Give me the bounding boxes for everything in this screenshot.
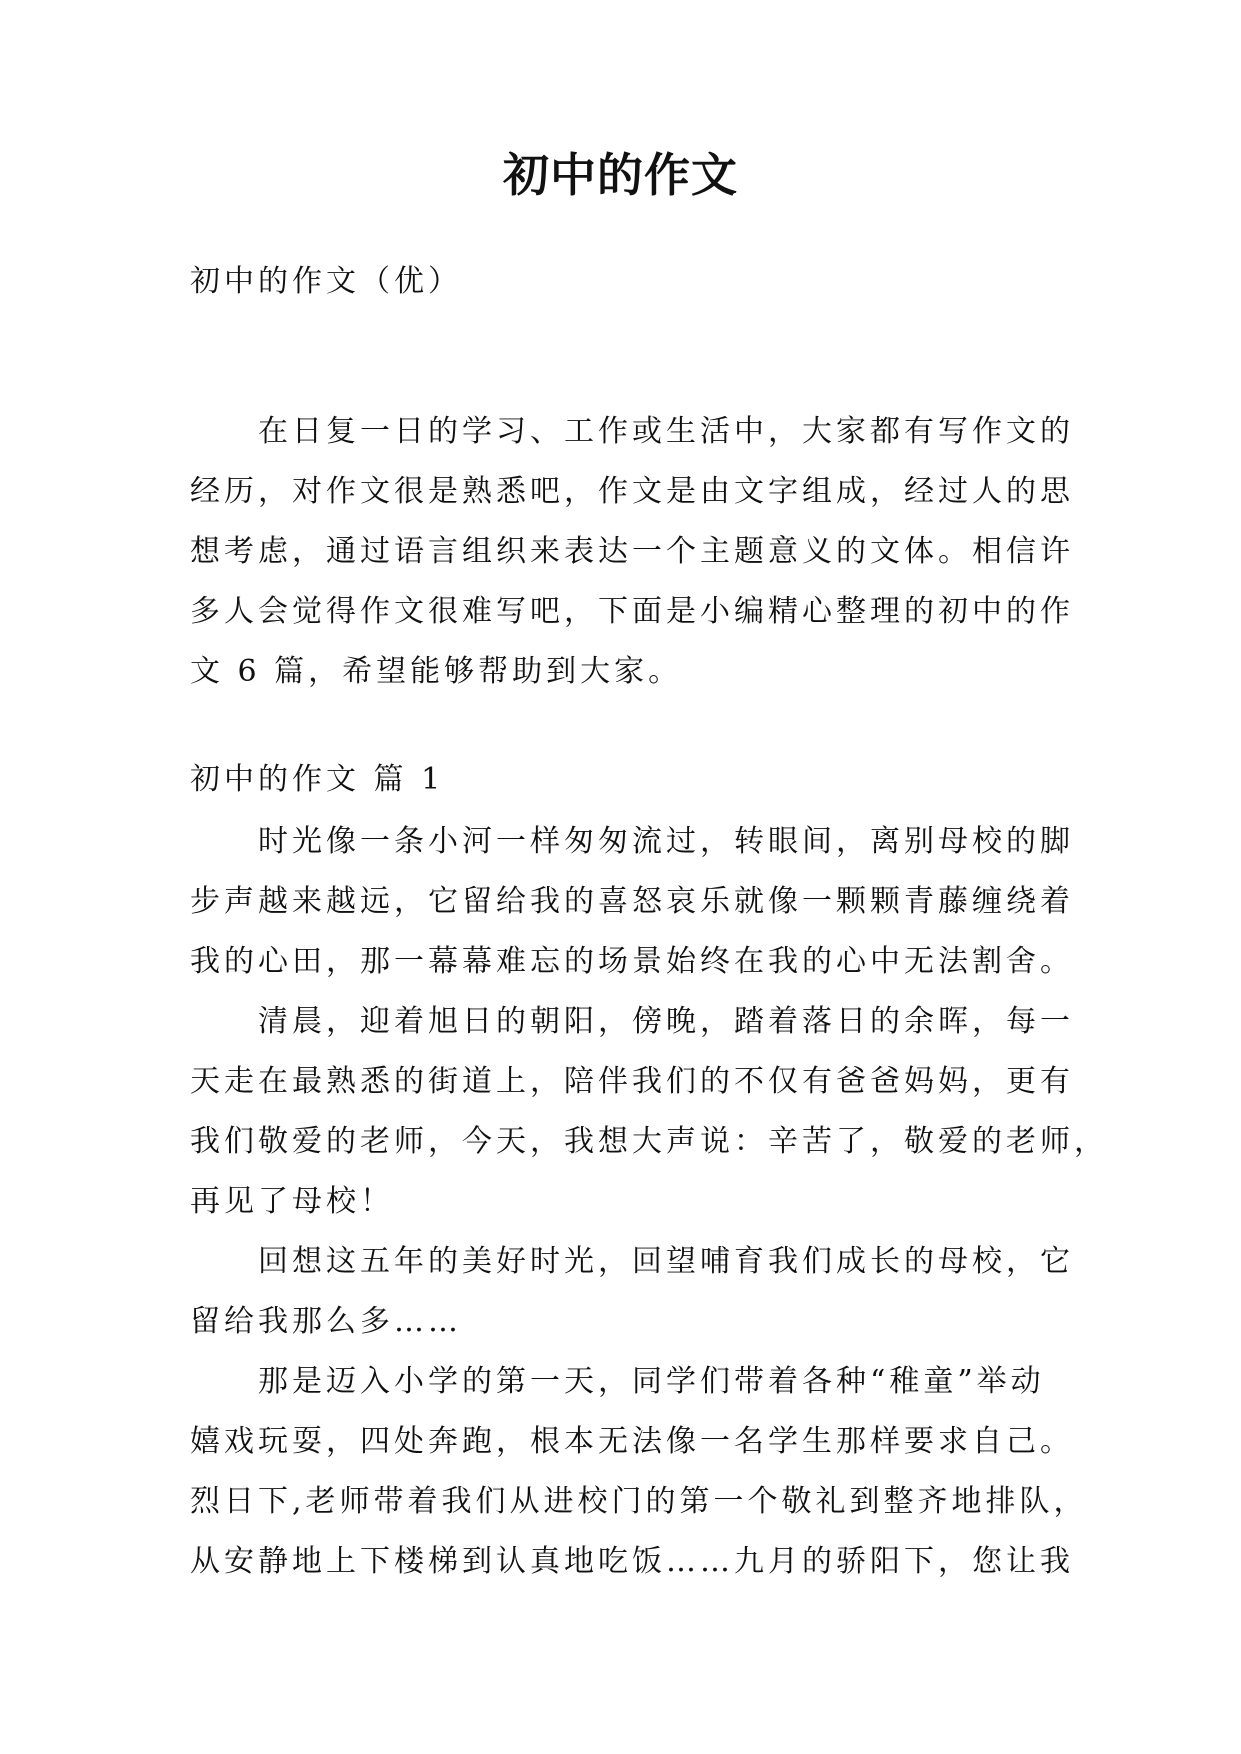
body-line: 天走在最熟悉的街道上，陪伴我们的不仅有爸爸妈妈，更有 <box>190 1064 1074 1099</box>
intro-line: 在日复一日的学习、工作或生活中，大家都有写作文的 <box>258 414 1074 449</box>
section-heading: 初中的作文 篇 1 <box>190 762 445 797</box>
body-line: 时光像一条小河一样匆匆流过，转眼间，离别母校的脚 <box>258 824 1074 859</box>
intro-line: 经历，对作文很是熟悉吧，作文是由文字组成，经过人的思 <box>190 474 1074 509</box>
body-line: 那是迈入小学的第一天，同学们带着各种“稚童”举动 <box>258 1364 1045 1399</box>
body-line: 回想这五年的美好时光，回望哺育我们成长的母校，它 <box>258 1244 1074 1279</box>
document-title: 初中的作文 <box>503 148 738 202</box>
body-line: 嬉戏玩耍，四处奔跑，根本无法像一名学生那样要求自己。 <box>190 1424 1074 1459</box>
body-line: 我们敬爱的老师，今天，我想大声说：辛苦了，敬爱的老师， <box>190 1124 1108 1159</box>
body-line: 烈日下,老师带着我们从进校门的第一个敬礼到整齐地排队， <box>190 1484 1088 1519</box>
body-line: 我的心田，那一幕幕难忘的场景始终在我的心中无法割舍。 <box>190 944 1074 979</box>
document-subtitle: 初中的作文（优） <box>190 264 462 299</box>
body-line: 留给我那么多…… <box>190 1304 462 1339</box>
intro-line: 文 6 篇，希望能够帮助到大家。 <box>190 654 683 689</box>
intro-line: 多人会觉得作文很难写吧，下面是小编精心整理的初中的作 <box>190 594 1074 629</box>
body-line: 清晨，迎着旭日的朝阳，傍晚，踏着落日的余晖，每一 <box>258 1004 1074 1039</box>
body-line: 步声越来越远，它留给我的喜怒哀乐就像一颗颗青藤缠绕着 <box>190 884 1074 919</box>
body-line: 从安静地上下楼梯到认真地吃饭……九月的骄阳下，您让我 <box>190 1544 1074 1579</box>
essay-body <box>190 812 1108 1592</box>
body-line: 再见了母校！ <box>190 1184 394 1219</box>
intro-line: 想考虑，通过语言组织来表达一个主题意义的文体。相信许 <box>190 534 1074 569</box>
intro-paragraph <box>190 402 1080 702</box>
